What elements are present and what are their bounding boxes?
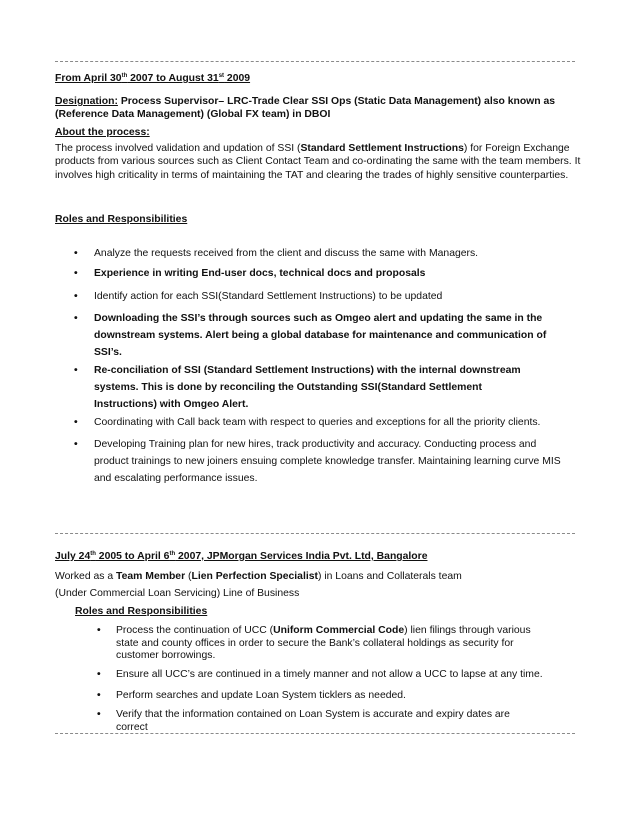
section-divider-top: [55, 61, 575, 62]
job2-role: Worked as a Team Member (Lien Perfection Specialist) in Loans and Collaterals team: [55, 571, 462, 582]
job1-about-heading: About the process:: [55, 127, 150, 138]
bullet-icon: •: [74, 268, 78, 279]
bullet-icon: •: [74, 291, 78, 302]
job2-period: July 24th 2005 to April 6th 2007, JPMorgan Services India Pvt. Ltd, Bangalore: [55, 551, 428, 562]
job2-line-of-business: (Under Commercial Loan Servicing) Line of Business: [55, 588, 300, 599]
bullet-icon: •: [74, 417, 78, 428]
job1-roles-heading: Roles and Responsibilities: [55, 214, 188, 225]
bullet-icon: •: [97, 669, 101, 680]
job1-designation: Designation: Process Supervisor– LRC-Trade Clear SSI Ops (Static Data Management) also known as (Reference Data Management) (Global FX team) in DBOI: [55, 96, 556, 121]
job1-period: From April 30th 2007 to August 31st 2009: [55, 73, 251, 84]
bullet-icon: •: [97, 709, 101, 720]
section-divider-middle: [55, 533, 575, 534]
section-divider-bottom: [55, 733, 575, 734]
bullet-icon: •: [97, 625, 101, 636]
bullet-icon: •: [97, 690, 101, 701]
bullet-icon: •: [74, 439, 78, 450]
job1-about-text: The process involved validation and updation of SSI (Standard Settlement Instructions) for Foreign Exchange products from various sources such as Client Contact Team and co-ordinating the same with the team members. It involves high criticality in terms of maintaining the TAT and clearing the trades of highly sensitive counterparties.: [55, 143, 581, 181]
job2-roles-heading: Roles and Responsibilities: [75, 606, 208, 617]
bullet-icon: •: [74, 313, 78, 324]
bullet-icon: •: [74, 365, 78, 376]
bullet-icon: •: [74, 248, 78, 259]
